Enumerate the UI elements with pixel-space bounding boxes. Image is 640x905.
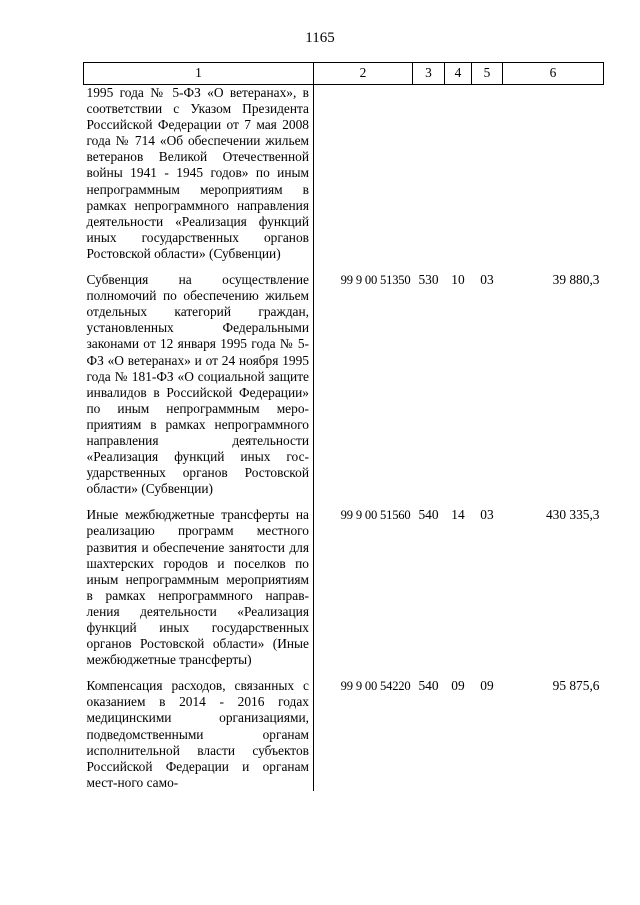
row-description: Иные межбюджетные трансферты на реализацию программ местного развития и обеспечение занятости для шахтерских городов и поселков по иным непрограммным мероприятиям в рамках непрограммного направления деятельности «Реализация функций иных государственных органов Ростовской области» (Иные межбюджетные трансферты) [84, 507, 314, 678]
row-section: 09 [451, 678, 465, 694]
row-target-code: 99 9 00 51350 [340, 273, 411, 288]
row-target-code [314, 85, 413, 273]
row-subsection [472, 85, 503, 273]
row-expense-type [413, 85, 445, 273]
row-subsection: 03 [480, 507, 494, 523]
column-header: 5 [472, 63, 503, 85]
row-subsection: 09 [480, 678, 494, 694]
table-row [84, 85, 604, 273]
table-header-row [84, 63, 604, 85]
page-number: 1165 [305, 30, 335, 46]
table-row [84, 678, 604, 791]
row-description: 1995 года № 5-ФЗ «О ветеранах», в соответствии с Указом Президента Российской Федерации от 7 мая 2008 года № 714 «Об обеспечении жильем ветеранов Великой Отечественной войны 1941 - 1945 годов» по иным непрограммным мероприятиям в рамках непрограммного направления деятельности «Реализация функций иных государственных органов Ростовской области» (Субвенции) [84, 85, 314, 273]
column-header: 3 [413, 63, 445, 85]
row-amount [503, 85, 604, 273]
row-amount: 95 875,6 [552, 678, 600, 694]
row-description: Компенсация расходов, связанных с оказанием в 2014 - 2016 годах медицинскими организациями, подведомственными органам исполнительной власти субъектов Российской Федерации и органам мест-ного само- [84, 678, 314, 791]
row-amount: 39 880,3 [552, 272, 600, 288]
column-header: 6 [503, 63, 604, 85]
table-row [84, 507, 604, 678]
column-header: 2 [314, 63, 413, 85]
row-expense-type: 540 [418, 678, 439, 694]
row-description: Субвенция на осуществление полномочий по обеспечению жильем отдельных категорий граждан, установленных Федеральными законами от 12 января 1995 года № 5-ФЗ «О ветеранах» и от 24 ноября 1995 года № 181-ФЗ «О социальной защите инвалидов в Российской Федерации» по иным непрограммным мероприятиям в рамках непрограммного направления деятельности «Реализация функций иных государственных органов Ростовской области» (Субвенции) [84, 272, 314, 507]
row-section [445, 85, 472, 273]
row-subsection: 03 [480, 272, 494, 288]
row-amount: 430 335,3 [545, 507, 600, 523]
column-header: 4 [445, 63, 472, 85]
row-expense-type: 540 [418, 507, 439, 523]
row-section: 14 [451, 507, 465, 523]
row-section: 10 [451, 272, 465, 288]
budget-table [83, 62, 604, 791]
column-header: 1 [84, 63, 314, 85]
table-row [84, 272, 604, 507]
row-target-code: 99 9 00 54220 [340, 679, 411, 694]
row-expense-type: 530 [418, 272, 439, 288]
row-target-code: 99 9 00 51560 [340, 508, 411, 523]
